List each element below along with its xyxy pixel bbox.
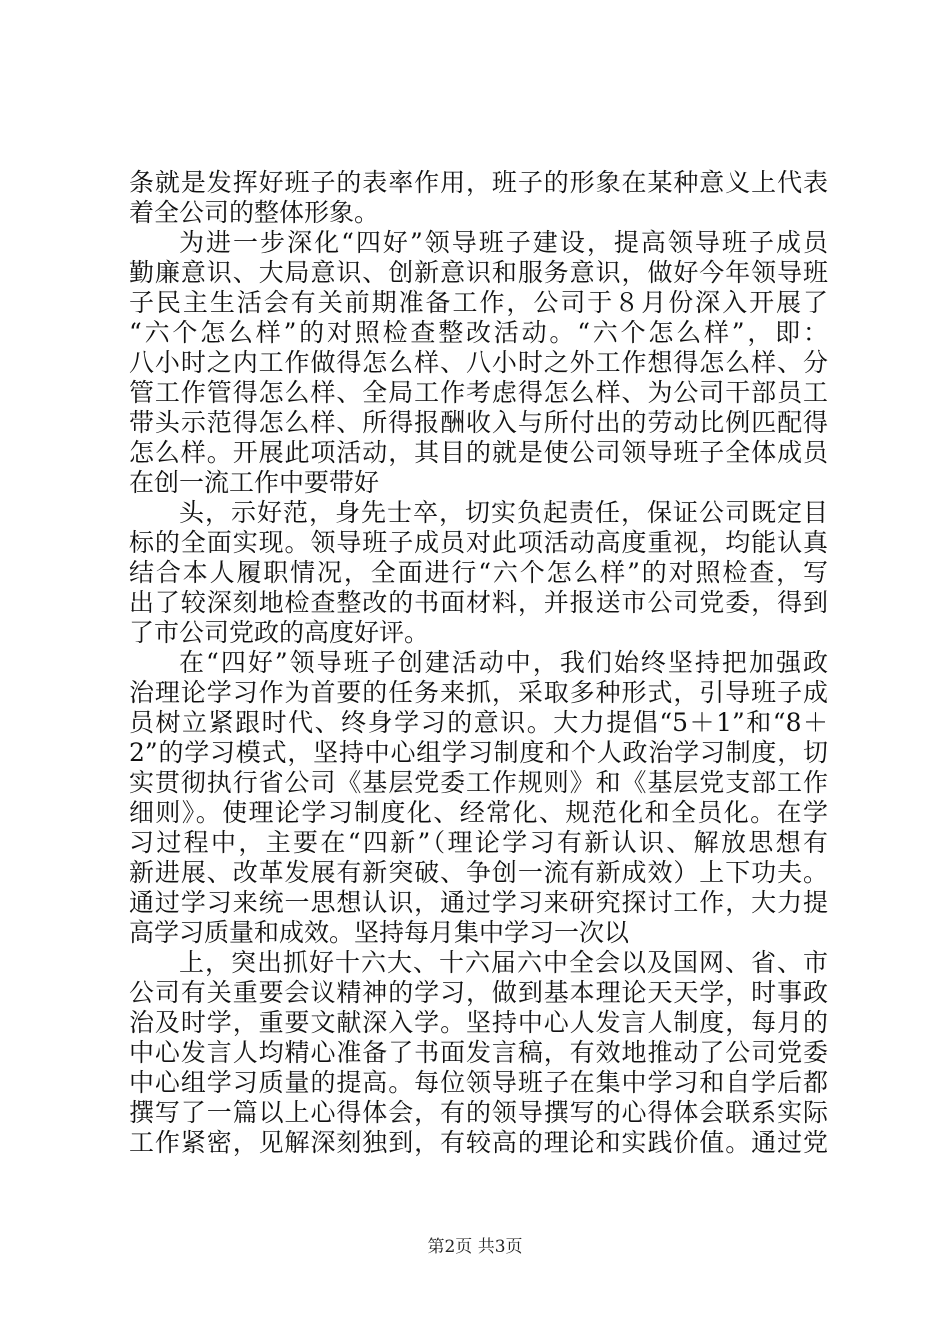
text-line: 2”的学习模式，坚持中心组学习制度和个人政治学习制度，切 xyxy=(129,738,828,767)
body-text xyxy=(129,168,828,1158)
text-line: 实贯彻执行省公司《基层党委工作规则》和《基层党支部工作 xyxy=(129,768,828,797)
text-line: 子民主生活会有关前期准备工作，公司于８月份深入开展了 xyxy=(129,288,828,317)
text-line: 八小时之内工作做得怎么样、八小时之外工作想得怎么样、分 xyxy=(129,348,828,377)
text-line: “六个怎么样”的对照检查整改活动。“六个怎么样”，即： xyxy=(129,318,828,347)
text-line: 怎么样。开展此项活动，其目的就是使公司领导班子全体成员 xyxy=(129,438,828,467)
text-line: 在“四好”领导班子创建活动中，我们始终坚持把加强政 xyxy=(179,648,828,677)
text-line: 结合本人履职情况，全面进行“六个怎么样”的对照检查，写 xyxy=(129,558,828,587)
text-line: 习过程中，主要在“四新”（理论学习有新认识、解放思想有 xyxy=(129,828,828,857)
text-line: 通过学习来统一思想认识，通过学习来研究探讨工作，大力提 xyxy=(129,888,828,917)
text-line: 了市公司党政的高度好评。 xyxy=(129,618,430,647)
text-line: 治理论学习作为首要的任务来抓，采取多种形式，引导班子成 xyxy=(129,678,828,707)
text-line: 中心发言人均精心准备了书面发言稿，有效地推动了公司党委 xyxy=(129,1038,828,1067)
text-line: 员树立紧跟时代、终身学习的意识。大力提倡“5＋1”和“8＋ xyxy=(129,708,828,737)
text-line: 为进一步深化“四好”领导班子建设，提高领导班子成员 xyxy=(179,228,828,257)
text-line: 标的全面实现。领导班子成员对此项活动高度重视，均能认真 xyxy=(129,528,828,557)
text-line: 带头示范得怎么样、所得报酬收入与所付出的劳动比例匹配得 xyxy=(129,408,828,437)
text-line: 治及时学，重要文献深入学。坚持中心人发言人制度，每月的 xyxy=(129,1008,828,1037)
text-line: 高学习质量和成效。坚持每月集中学习一次以 xyxy=(129,918,630,947)
text-line: 头，示好范，身先士卒，切实负起责任，保证公司既定目 xyxy=(179,498,828,527)
page-footer: 第2页 共3页 xyxy=(427,1237,523,1257)
text-line: 新进展、改革发展有新突破、争创一流有新成效）上下功夫。 xyxy=(129,858,828,887)
text-line: 管工作管得怎么样、全局工作考虑得怎么样、为公司干部员工 xyxy=(129,378,828,407)
text-line: 着全公司的整体形象。 xyxy=(129,198,380,227)
text-line: 出了较深刻地检查整改的书面材料，并报送市公司党委，得到 xyxy=(129,588,828,617)
text-line: 上，突出抓好十六大、十六届六中全会以及国网、省、市 xyxy=(179,948,828,977)
text-line: 勤廉意识、大局意识、创新意识和服务意识，做好今年领导班 xyxy=(129,258,828,287)
text-line: 工作紧密，见解深刻独到，有较高的理论和实践价值。通过党 xyxy=(129,1128,828,1157)
text-line: 撰写了一篇以上心得体会，有的领导撰写的心得体会联系实际 xyxy=(129,1098,828,1127)
text-line: 公司有关重要会议精神的学习，做到基本理论天天学，时事政 xyxy=(129,978,828,1007)
text-line: 中心组学习质量的提高。每位领导班子在集中学习和自学后都 xyxy=(129,1068,828,1097)
text-line: 在创一流工作中要带好 xyxy=(129,468,380,497)
text-line: 条就是发挥好班子的表率作用，班子的形象在某种意义上代表 xyxy=(129,168,828,197)
text-line: 细则》。使理论学习制度化、经常化、规范化和全员化。在学 xyxy=(129,798,828,827)
